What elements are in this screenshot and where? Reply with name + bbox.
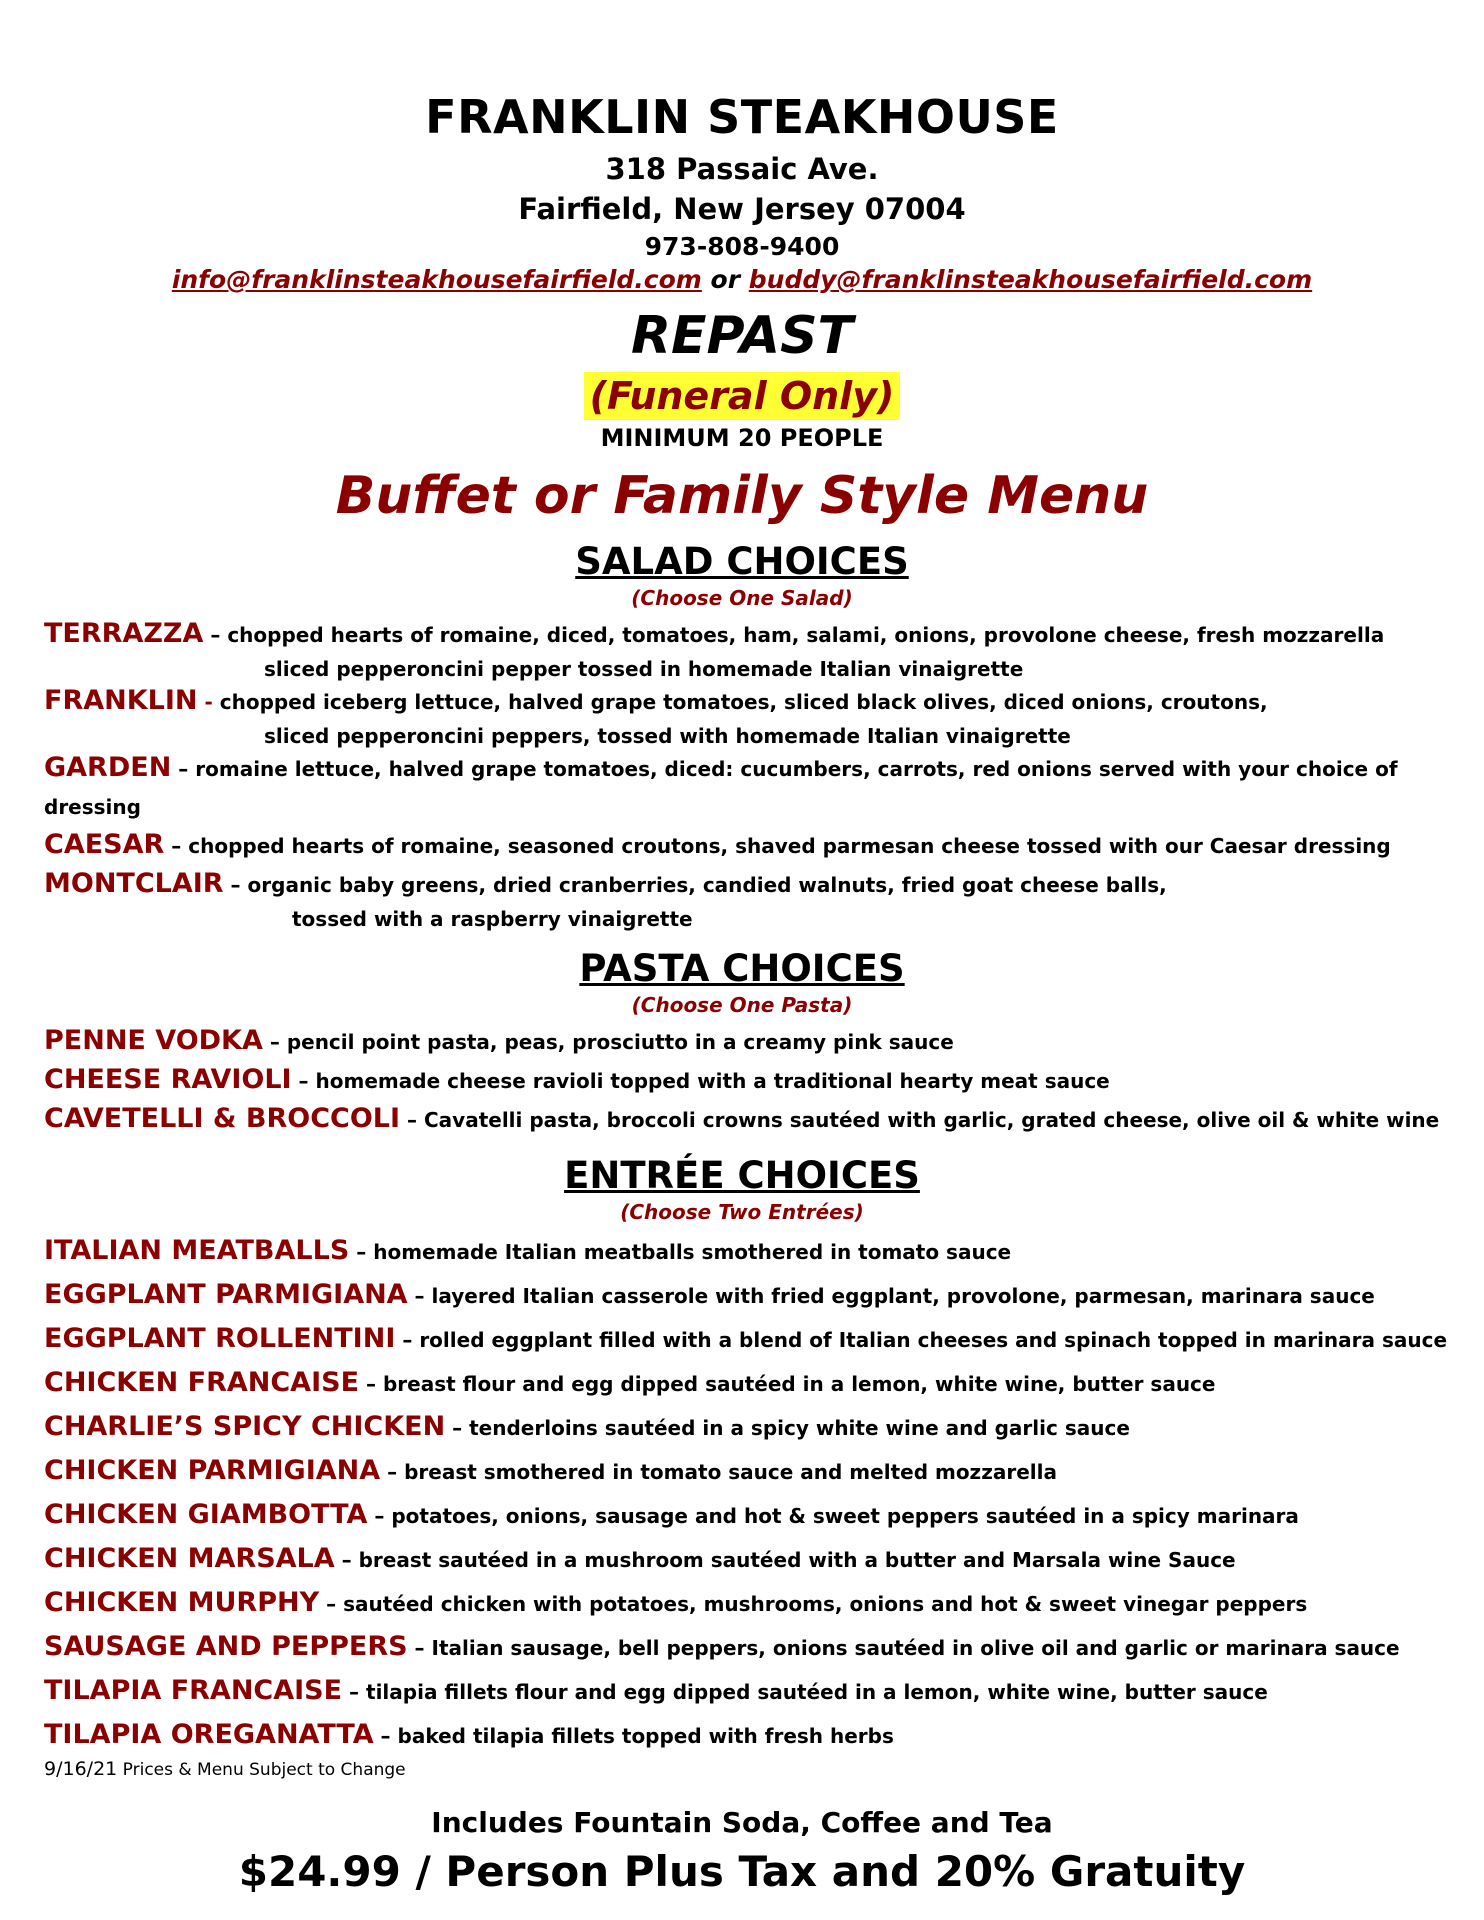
item-description-continued: sliced pepperoncini peppers, tossed with homemade Italian vinaigrette [264,724,1071,748]
item-description: organic baby greens, dried cranberries, candied walnuts, fried goat cheese balls, [247,873,1167,897]
item-separator: – [445,1416,470,1440]
entree-item [44,1670,1464,1714]
item-name: CAESAR [44,829,165,860]
includes-note: Includes Fountain Soda, Coffee and Tea [431,1806,1053,1839]
item-description: tilapia fillets flour and egg dipped sautéed in a lemon, white wine, butter sauce [366,1680,1268,1704]
item-name: PENNE VODKA [44,1025,263,1056]
menu-style-title: Buffet or Family Style Menu [335,466,1149,526]
phone-number: 973-808-9400 [644,232,840,261]
item-description: sautéed chicken with potatoes, mushrooms, onions and hot & sweet vinegar peppers [343,1592,1308,1616]
item-separator: – [380,1460,405,1484]
item-description: baked tilapia fillets topped with fresh herbs [397,1724,894,1748]
item-name: TILAPIA FRANCAISE [44,1675,343,1706]
disclaimer: Prices & Menu Subject to Change [117,1760,406,1780]
item-description: Cavatelli pasta, broccoli crowns sautéed with garlic, grated cheese, olive oil & white wine [423,1108,1440,1132]
minimum-guests: MINIMUM 20 PEOPLE [600,424,884,452]
salad-item [44,750,1464,827]
pasta-item [44,1101,1464,1140]
item-description: pencil point pasta, peas, prosciutto in a creamy pink sauce [286,1030,954,1054]
item-separator: – [164,834,189,858]
email-buddy-link[interactable]: buddy@franklinsteakhousefairfield.com [748,265,1313,294]
item-name: CHICKEN GIAMBOTTA [44,1499,368,1530]
entree-section-title: ENTRÉE CHOICES [564,1154,920,1197]
item-description: chopped iceberg lettuce, halved grape tomatoes, sliced black olives, diced onions, croutons, [219,690,1268,714]
entree-item [44,1714,1464,1758]
item-description: romaine lettuce, halved grape tomatoes, diced: cucumbers, carrots, red onions served with your choice of dressing [44,757,1398,819]
item-name: CHICKEN MARSALA [44,1543,335,1574]
entree-item [44,1626,1464,1670]
item-description: breast smothered in tomato sauce and melted mozzarella [404,1460,1057,1484]
item-name: TERRAZZA [44,618,204,649]
entree-item [44,1406,1464,1450]
entree-item [44,1494,1464,1538]
entree-item [44,1450,1464,1494]
item-description: Italian sausage, bell peppers, onions sautéed in olive oil and garlic or marinara sauce [431,1636,1400,1660]
item-name: EGGPLANT PARMIGIANA [44,1279,408,1310]
item-description: potatoes, onions, sausage and hot & sweet peppers sautéed in a spicy marinara [391,1504,1299,1528]
menu-date: 9/16/21 [44,1758,118,1780]
item-name: CHEESE RAVIOLI [44,1064,292,1095]
entree-section-subtitle: (Choose Two Entrées) [620,1200,864,1224]
funeral-note: (Funeral Only) [584,372,901,420]
salad-item [44,866,1464,933]
item-name: CAVETELLI & BROCCOLI [44,1103,401,1134]
entree-item [44,1274,1464,1318]
email-info-link[interactable]: info@franklinsteakhousefairfield.com [171,265,702,294]
funeral-note-wrap [0,372,1484,420]
item-name: MONTCLAIR [44,868,224,899]
item-description: homemade Italian meatballs smothered in tomato sauce [373,1240,1012,1264]
salad-list [0,616,1484,933]
item-name: CHICKEN MURPHY [44,1587,320,1618]
item-separator: – [171,757,196,781]
item-description-continued: tossed with a raspberry vinaigrette [292,907,693,931]
salad-item [44,827,1464,866]
item-separator: – [334,1548,359,1572]
item-separator: – [359,1372,383,1396]
email-separator: or [701,265,749,294]
item-name: FRANKLIN [44,685,198,716]
price-line: $24.99 / Person Plus Tax and 20% Gratuity [238,1847,1246,1896]
item-description: rolled eggplant filled with a blend of Italian cheeses and spinach topped in marinara sauce [419,1328,1448,1352]
item-name: CHICKEN PARMIGIANA [44,1455,381,1486]
entree-list [0,1230,1484,1758]
item-name: CHICKEN FRANCAISE [44,1367,360,1398]
item-separator: – [407,1636,432,1660]
item-separator: – [349,1240,374,1264]
item-description: tenderloins sautéed in a spicy white wine and garlic sauce [469,1416,1130,1440]
item-separator: – [400,1108,424,1132]
item-separator: – [262,1030,287,1054]
pasta-section-subtitle: (Choose One Pasta) [631,993,853,1017]
item-separator: – [223,873,248,897]
entree-item [44,1230,1464,1274]
item-separator: – [395,1328,420,1352]
item-name: TILAPIA OREGANATTA [44,1719,374,1750]
pasta-item [44,1062,1464,1101]
email-line [0,265,1484,294]
item-description: layered Italian casserole with fried eggplant, provolone, parmesan, marinara sauce [431,1284,1375,1308]
item-separator: – [319,1592,344,1616]
address-city: Fairfield, New Jersey 07004 [518,192,966,226]
item-separator: – [407,1284,432,1308]
pasta-item [44,1023,1464,1062]
pasta-section-title: PASTA CHOICES [579,947,905,990]
item-name: ITALIAN MEATBALLS [44,1235,350,1266]
address-street: 318 Passaic Ave. [605,152,879,186]
item-name: SAUSAGE AND PEPPERS [44,1631,408,1662]
entree-item [44,1318,1464,1362]
date-note [0,1758,1484,1780]
item-description: chopped hearts of romaine, seasoned croutons, shaved parmesan cheese tossed with our Caesar dressing [188,834,1391,858]
entree-item [44,1582,1464,1626]
item-separator: – [291,1069,316,1093]
event-title: REPAST [630,306,854,366]
salad-section-subtitle: (Choose One Salad) [631,586,853,610]
salad-item [44,683,1464,750]
entree-item [44,1538,1464,1582]
entree-item [44,1362,1464,1406]
item-name: GARDEN [44,752,172,783]
pasta-list [0,1023,1484,1140]
item-description-continued: sliced pepperoncini pepper tossed in homemade Italian vinaigrette [264,657,1024,681]
item-separator: – [367,1504,392,1528]
item-separator: - [197,690,220,714]
item-separator: – [203,623,228,647]
restaurant-name: FRANKLIN STEAKHOUSE [425,90,1059,144]
item-description: homemade cheese ravioli topped with a traditional hearty meat sauce [315,1069,1110,1093]
salad-section-title: SALAD CHOICES [575,540,909,583]
item-separator: – [373,1724,398,1748]
salad-item [44,616,1464,683]
item-name: CHARLIE’S SPICY CHICKEN [44,1411,446,1442]
item-description: chopped hearts of romaine, diced, tomatoes, ham, salami, onions, provolone cheese, fresh mozzarella [227,623,1385,647]
item-separator: – [342,1680,367,1704]
item-description: breast sautéed in a mushroom sautéed with a butter and Marsala wine Sauce [358,1548,1236,1572]
item-name: EGGPLANT ROLLENTINI [44,1323,396,1354]
item-description: breast flour and egg dipped sautéed in a lemon, white wine, butter sauce [382,1372,1216,1396]
